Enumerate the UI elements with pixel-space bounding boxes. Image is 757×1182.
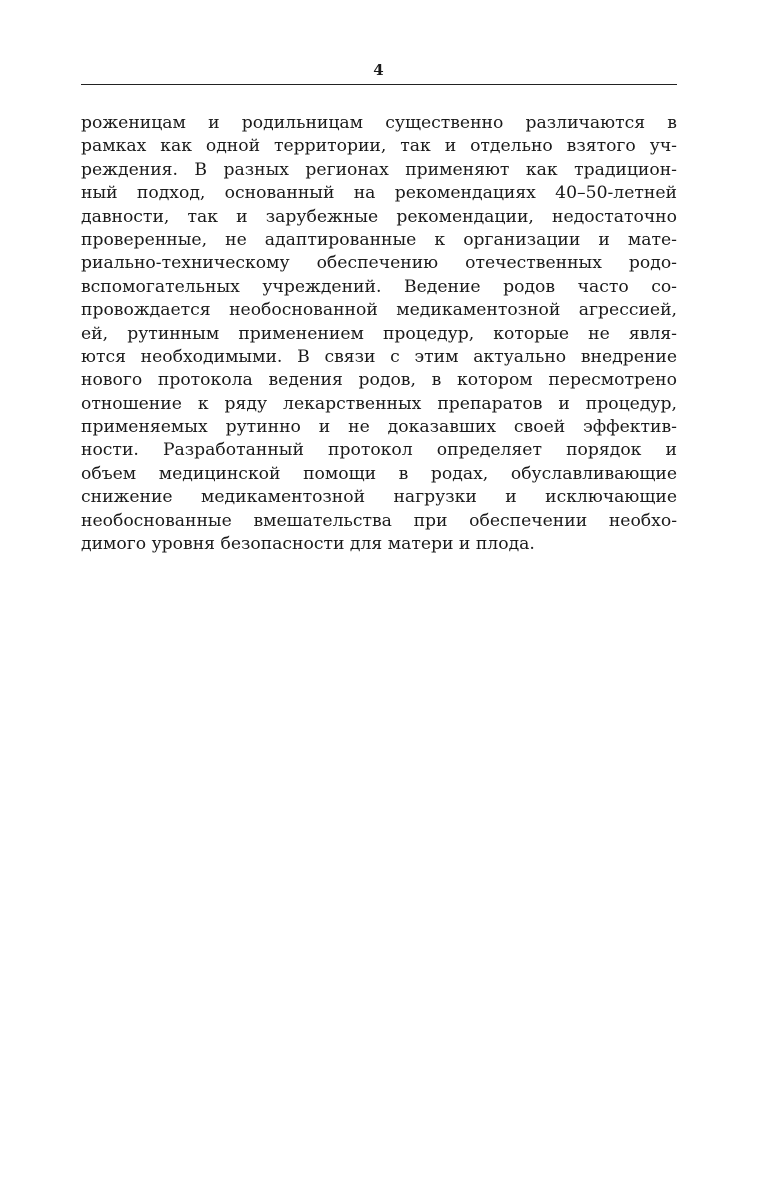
text-line: применяемых рутинно и не доказавших своей эффектив- bbox=[81, 417, 677, 438]
text-line: необоснованные вмешательства при обеспечении необхо- bbox=[81, 510, 677, 531]
text-line: давности, так и зарубежные рекомендации, недостаточно bbox=[81, 206, 677, 227]
page-number: 4 bbox=[373, 61, 384, 79]
text-line: вспомогательных учреждений. Ведение родов часто со- bbox=[81, 276, 677, 297]
text-line: роженицам и родильницам существенно различаются в bbox=[81, 113, 677, 133]
text-line: ности. Разработанный протокол определяет порядок и bbox=[81, 440, 677, 461]
text-line: отношение к ряду лекарственных препаратов и процедур, bbox=[81, 393, 677, 414]
text-line: риально-техническому обеспечению отечественных родо- bbox=[81, 253, 677, 274]
header-rule bbox=[81, 84, 677, 85]
text-line: ный подход, основанный на рекомендациях 40–50-летней bbox=[81, 183, 677, 204]
text-line: провождается необоснованной медикаментозной агрессией, bbox=[81, 300, 677, 321]
text-line: нового протокола ведения родов, в котором пересмотрено bbox=[81, 370, 677, 391]
text-line: проверенные, не адаптированные к организации и мате- bbox=[81, 229, 677, 250]
text-line: димого уровня безопасности для матери и плода. bbox=[81, 534, 535, 555]
text-line: ей, рутинным применением процедур, которые не явля- bbox=[81, 323, 677, 344]
text-line: ются необходимыми. В связи с этим актуально внедрение bbox=[81, 346, 677, 367]
text-line: снижение медикаментозной нагрузки и исключающие bbox=[81, 487, 677, 508]
text-line: объем медицинской помощи в родах, обуславливающие bbox=[81, 463, 677, 484]
text-line: рамках как одной территории, так и отдельно взятого уч- bbox=[81, 136, 677, 157]
text-line: реждения. В разных регионах применяют как традицион- bbox=[81, 159, 677, 180]
body-paragraph bbox=[81, 112, 677, 556]
